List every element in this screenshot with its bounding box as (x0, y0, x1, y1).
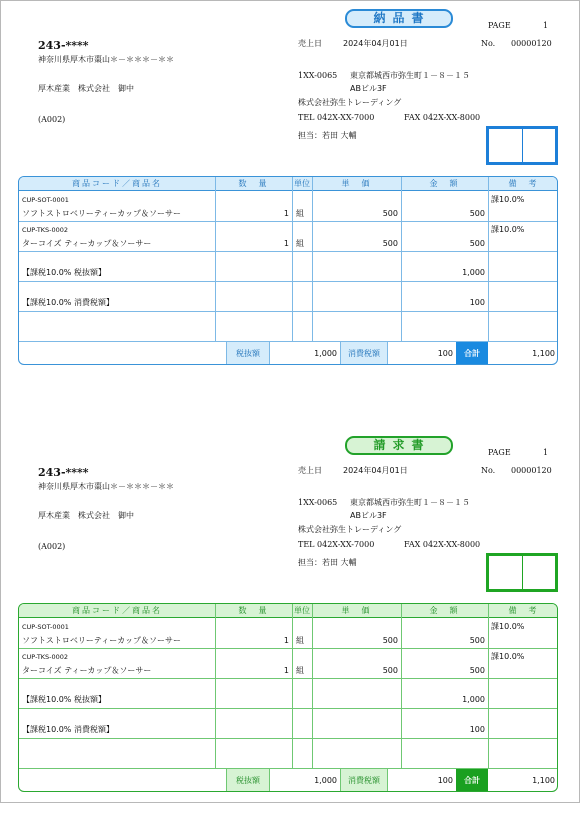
sender-address-1: 東京都城西市弥生町１－８－１５ (350, 498, 470, 507)
tax-label: 消費税額 (341, 342, 387, 365)
customer-zip: 243-**** (38, 466, 89, 479)
sender-fax: FAX 042X-XX-8000 (404, 113, 481, 122)
number-value: 00000120 (511, 466, 552, 475)
page-number: 1 (543, 21, 549, 30)
item-note: 課10.0% (491, 195, 525, 204)
item-name: ターコイズ ティーカップ＆ソーサー (22, 239, 152, 248)
number-label: No. (481, 466, 496, 475)
customer-name: 厚木産業 株式会社 御中 (38, 511, 134, 520)
item-code: CUP-SOT-0001 (22, 623, 69, 631)
item-note: 課10.0% (491, 652, 525, 661)
item-unit: 組 (296, 209, 304, 218)
sender-address-2: ABビル3F (350, 511, 387, 520)
seal-box (486, 553, 558, 592)
summary-label: 【課税10.0% 消費税額】 (22, 298, 114, 307)
tax-value: 100 (437, 776, 453, 785)
header-quantity: 数 量 (238, 179, 269, 188)
document-title: 請求書 (345, 436, 453, 455)
sender-tel: TEL 042X-XX-7000 (298, 113, 375, 122)
header-price: 単 価 (341, 179, 372, 188)
summary-label: 【課税10.0% 消費税額】 (22, 725, 114, 734)
date-value: 2024年04月01日 (343, 466, 408, 475)
delivery-note-form (1, 1, 580, 401)
summary-label: 【課税10.0% 税抜額】 (22, 695, 106, 704)
table-header (19, 177, 557, 191)
item-note: 課10.0% (491, 622, 525, 631)
item-unit: 組 (296, 239, 304, 248)
header-price: 単 価 (341, 606, 372, 615)
item-name: ソフトストロベリーティーカップ＆ソーサー (22, 636, 182, 645)
subtotal-value: 1,000 (314, 349, 337, 358)
sender-company: 株式会社弥生トレーディング (298, 98, 402, 107)
header-note: 備 考 (508, 179, 539, 188)
customer-name: 厚木産業 株式会社 御中 (38, 84, 134, 93)
subtotal-label: 税抜額 (227, 342, 269, 365)
summary-amount: 1,000 (462, 695, 485, 704)
customer-zip: 243-**** (38, 39, 89, 52)
item-quantity: 1 (283, 666, 289, 675)
total-value: 1,100 (532, 776, 555, 785)
summary-amount: 100 (469, 298, 485, 307)
sender-zip: 1XX-0065 (298, 71, 338, 80)
sender-address-1: 東京都城西市弥生町１－８－１５ (350, 71, 470, 80)
sender-zip: 1XX-0065 (298, 498, 338, 507)
header-unit: 単位 (294, 179, 310, 188)
item-name: ターコイズ ティーカップ＆ソーサー (22, 666, 152, 675)
item-quantity: 1 (283, 209, 289, 218)
customer-code: (A002) (38, 115, 66, 124)
summary-label: 【課税10.0% 税抜額】 (22, 268, 106, 277)
item-unit: 組 (296, 636, 304, 645)
tax-value: 100 (437, 349, 453, 358)
item-name: ソフトストロベリーティーカップ＆ソーサー (22, 209, 182, 218)
header-note: 備 考 (508, 606, 539, 615)
header-unit: 単位 (294, 606, 310, 615)
sender-staff: 担当：若田 大輔 (298, 131, 357, 140)
item-price: 500 (382, 666, 398, 675)
item-amount: 500 (469, 636, 485, 645)
item-code: CUP-SOT-0001 (22, 196, 69, 204)
header-amount: 金 額 (429, 606, 460, 615)
summary-amount: 1,000 (462, 268, 485, 277)
item-quantity: 1 (283, 636, 289, 645)
items-table (18, 176, 558, 365)
sender-address-2: ABビル3F (350, 84, 387, 93)
seal-box (486, 126, 558, 165)
customer-address: 神奈川県厚木市棗山＊－＊＊＊－＊＊ (38, 55, 174, 64)
number-label: No. (481, 39, 496, 48)
sender-company: 株式会社弥生トレーディング (298, 525, 402, 534)
page-number: 1 (543, 448, 549, 457)
item-price: 500 (382, 209, 398, 218)
item-amount: 500 (469, 666, 485, 675)
document-title: 納品書 (345, 9, 453, 28)
subtotal-value: 1,000 (314, 776, 337, 785)
header-product: 商品コード／商品名 (72, 606, 162, 615)
page-label: PAGE (488, 448, 511, 457)
invoice-form (1, 428, 580, 828)
customer-code: (A002) (38, 542, 66, 551)
item-unit: 組 (296, 666, 304, 675)
summary-amount: 100 (469, 725, 485, 734)
item-quantity: 1 (283, 239, 289, 248)
item-price: 500 (382, 636, 398, 645)
item-code: CUP-TKS-0002 (22, 226, 69, 234)
table-header (19, 604, 557, 618)
subtotal-label: 税抜額 (227, 769, 269, 792)
item-code: CUP-TKS-0002 (22, 653, 69, 661)
item-amount: 500 (469, 239, 485, 248)
number-value: 00000120 (511, 39, 552, 48)
item-note: 課10.0% (491, 225, 525, 234)
total-label: 合計 (456, 769, 488, 792)
tax-label: 消費税額 (341, 769, 387, 792)
date-label: 売上日 (298, 466, 322, 475)
total-label: 合計 (456, 342, 488, 365)
item-price: 500 (382, 239, 398, 248)
sender-tel: TEL 042X-XX-7000 (298, 540, 375, 549)
items-table (18, 603, 558, 792)
date-label: 売上日 (298, 39, 322, 48)
header-quantity: 数 量 (238, 606, 269, 615)
header-product: 商品コード／商品名 (72, 179, 162, 188)
customer-address: 神奈川県厚木市棗山＊－＊＊＊－＊＊ (38, 482, 174, 491)
date-value: 2024年04月01日 (343, 39, 408, 48)
header-amount: 金 額 (429, 179, 460, 188)
sender-fax: FAX 042X-XX-8000 (404, 540, 481, 549)
page-label: PAGE (488, 21, 511, 30)
total-value: 1,100 (532, 349, 555, 358)
sender-staff: 担当：若田 大輔 (298, 558, 357, 567)
item-amount: 500 (469, 209, 485, 218)
